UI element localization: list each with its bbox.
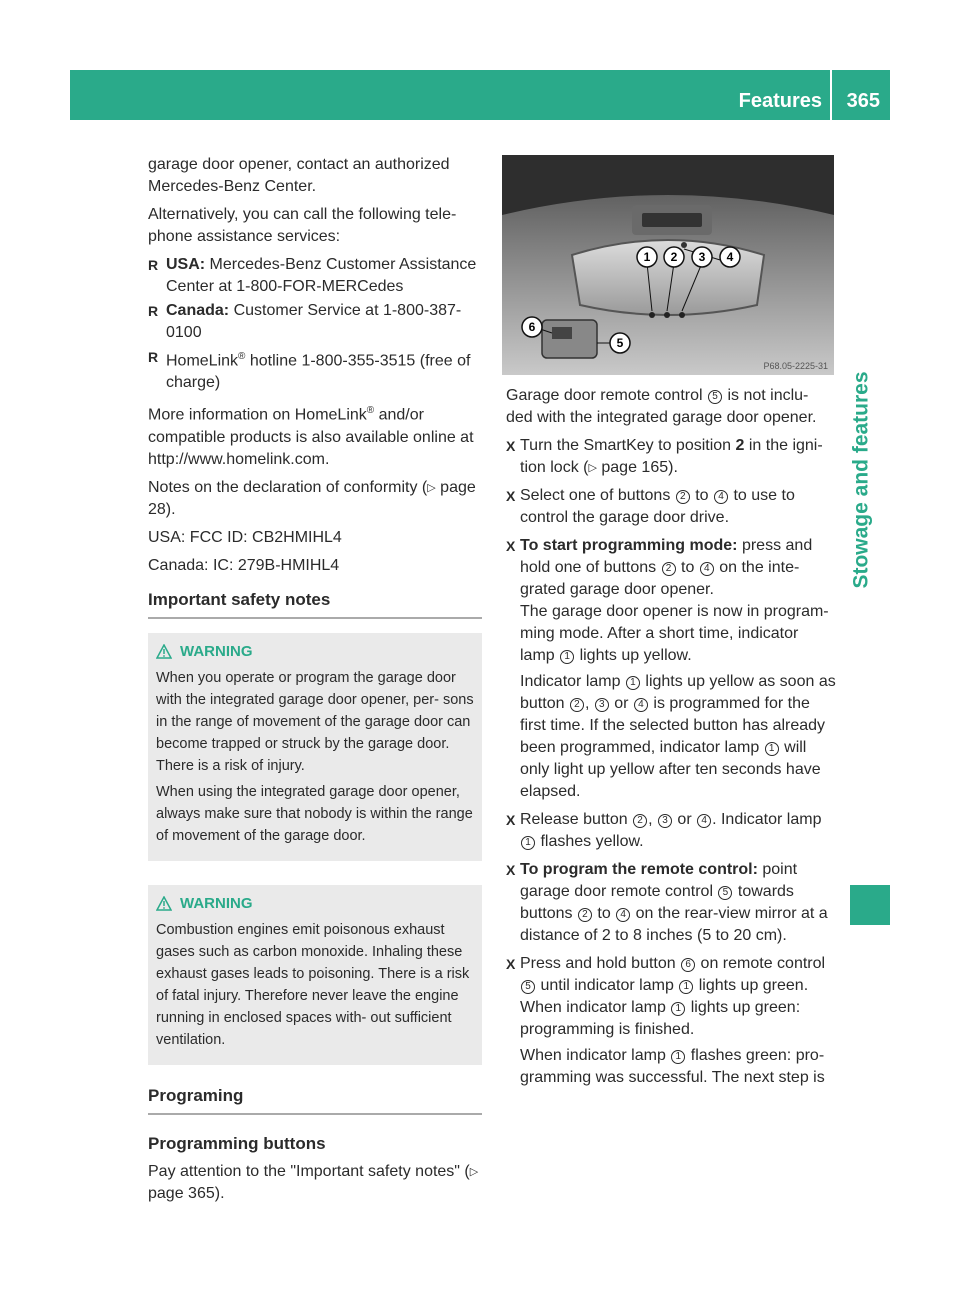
section-title: Features <box>738 90 822 112</box>
callout-label: 3 <box>698 250 706 264</box>
warning-title: WARNING <box>156 893 474 915</box>
instruction-step: X To start programming mode: press and hold one of buttons 2 to 4 on the inte- grated garage door opener. The garage door opener is now in program- ming mode. After a short time, indicator lamp 1 lights up yellow. Indicator lamp 1 lights up yellow as soon as button 2 , 3 or 4 is programmed for the first time. If the selected button has already been programmed, indicator lamp 1 will only light up yellow after ten seconds have elapsed. <box>506 535 836 803</box>
paragraph: USA: FCC ID: CB2HMIHL4 <box>148 528 342 546</box>
side-tab-label: Stowage and features <box>850 371 873 589</box>
warning-text: When you operate or program the garage door with the integrated garage door opener, per- sons in the range of movement of the garage door can become trapped or struck by the garage door. There is a risk of injury. <box>156 669 474 774</box>
section-heading-safety: Important safety notes <box>148 589 482 619</box>
page-ref-icon: ▷ <box>588 462 597 474</box>
right-column <box>506 385 836 1095</box>
instruction-step: X Release button 2 , 3 or 4 . Indicator lamp 1 flashes yellow. <box>506 809 836 853</box>
paragraph: garage door opener, contact an authorized Mercedes-Benz Center. <box>148 156 450 195</box>
warning-text: Combustion engines emit poisonous exhaust gases such as carbon monoxide. Inhaling these exhaust gases leads to poisoning. There is a risk of fatal injury. Therefore never leave the engine running in enclosed spaces with- out sufficient ventilation. <box>156 921 470 1048</box>
header-divider <box>830 70 832 120</box>
paragraph: More information on HomeLink® and/or compatible products is also available online at http://www.homelink.com. <box>148 405 474 468</box>
instruction-step: X To program the remote control: point garage door remote control 5 towards buttons 2 to 4 on the rear-view mirror at a distance of 2 to 8 inches (5 to 20 cm). <box>506 859 836 947</box>
paragraph: Notes on the declaration of conformity (▷ page 28). <box>148 478 476 518</box>
instruction-step: X Select one of buttons 2 to 4 to use to control the garage door drive. <box>506 485 836 529</box>
sub-heading: Programming buttons <box>148 1133 326 1153</box>
page-ref-icon: ▷ <box>427 481 436 494</box>
warning-box <box>148 633 482 861</box>
callout-label: 5 <box>616 336 624 350</box>
list-item: R HomeLink® hotline 1-800-355-3515 (free of charge) <box>148 346 482 394</box>
instruction-step: X Turn the SmartKey to position 2 in the igni- tion lock (▷ page 165). <box>506 435 836 479</box>
list-item: R Canada: Customer Service at 1-800-387-0100 <box>148 300 482 344</box>
warning-box <box>148 885 482 1065</box>
callout-label: 4 <box>726 250 734 264</box>
section-heading-programing: Programing <box>148 1085 482 1115</box>
mirror-illustration <box>502 155 834 375</box>
page-ref-icon: ▷ <box>469 1165 479 1178</box>
photo-code: P68.05-2225-31 <box>763 361 828 371</box>
instruction-step: X Press and hold button 6 on remote control 5 until indicator lamp 1 lights up green. When indicator lamp 1 lights up green: programming is finished. When indicator lamp 1 flashes green: pro- gramming was successful. The next step is <box>506 953 836 1089</box>
paragraph: Garage door remote control 5 is not inclu- ded with the integrated garage door opener. <box>506 387 817 426</box>
callout-label: 1 <box>643 250 651 264</box>
warning-triangle-icon <box>156 896 172 911</box>
mirror-photo <box>502 155 834 375</box>
paragraph: Pay attention to the "Important safety notes" (▷ page 365). <box>148 1162 479 1202</box>
list-item: R USA: Mercedes-Benz Customer Assistance Center at 1-800-FOR-MERCedes <box>148 254 482 298</box>
side-tab-marker <box>850 885 890 925</box>
left-column <box>148 154 482 1211</box>
callout-label: 6 <box>528 320 536 334</box>
paragraph: Canada: IC: 279B-HMIHL4 <box>148 556 340 574</box>
page-number: 365 <box>846 90 880 112</box>
callout-ref: 5 <box>708 390 722 404</box>
warning-text: When using the integrated garage door opener, always make sure that nobody is within the range of movement of the garage door. <box>156 783 473 844</box>
warning-title: WARNING <box>156 641 474 663</box>
paragraph: Alternatively, you can call the following tele- phone assistance services: <box>148 206 457 245</box>
warning-triangle-icon <box>156 644 172 659</box>
callout-label: 2 <box>670 250 678 264</box>
side-tab <box>842 340 882 620</box>
